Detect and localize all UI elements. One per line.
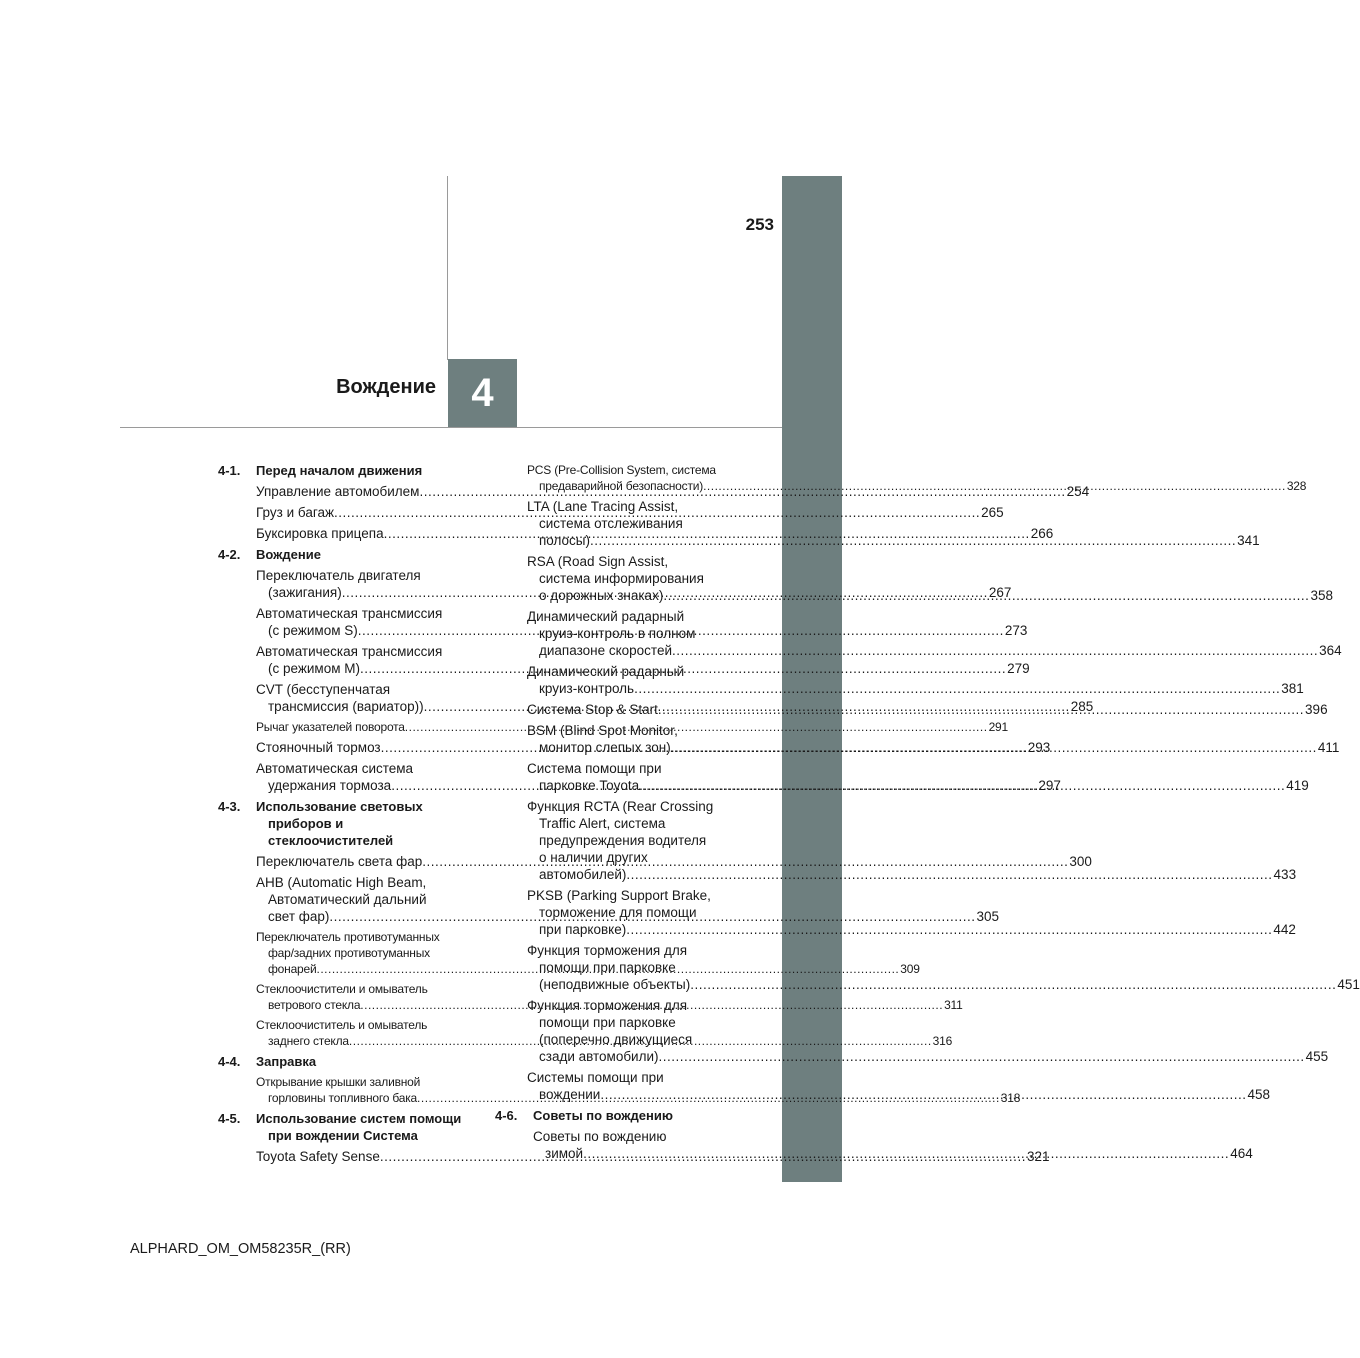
toc-entry-page: 266 <box>1030 526 1054 541</box>
toc-section-heading[interactable] <box>218 1053 468 1070</box>
toc-entry-text: Автоматическая трансмиссия <box>256 606 443 621</box>
toc-entry-text: трансмиссия (вариатор)) <box>268 699 424 714</box>
toc-entry-page: 311 <box>944 998 963 1012</box>
toc-entry-text: Рычаг указателей поворота <box>256 720 405 734</box>
toc-entry-text: Динамический радарный <box>527 664 685 679</box>
toc-entry-text: Traffic Alert, система <box>539 816 666 831</box>
toc-entry-text: диапазоне скоростей <box>539 643 673 658</box>
toc-section-title <box>256 462 468 479</box>
toc-entry-text: (с режимом S) <box>268 623 358 638</box>
toc-entry-text: Груз и багаж <box>256 505 334 520</box>
toc-entry-text: Автоматическая трансмиссия <box>256 644 443 659</box>
toc-section-number: 4-1. <box>218 463 241 478</box>
toc-entry-text: о дорожных знаках) <box>539 588 664 603</box>
toc-entry-text: свет фар) <box>268 909 330 924</box>
toc-entry-text: Системы помощи при <box>527 1070 664 1085</box>
toc-entry-line <box>527 976 1360 993</box>
toc-leader-dots <box>583 1146 1229 1161</box>
toc-section-number: 4-6. <box>495 1108 518 1123</box>
toc-entry-page: 309 <box>900 962 920 976</box>
toc-entry-page: 300 <box>1069 854 1092 869</box>
toc-entry-text: (с режимом M) <box>268 661 360 676</box>
toc-entry-text: Переключатель света фар <box>256 854 423 869</box>
toc-leader-dots <box>639 778 1285 793</box>
toc-section-title-line: при вождении Система <box>268 1128 418 1143</box>
toc-entry-page: 279 <box>1007 661 1030 676</box>
toc-entry-text: торможение для помощи <box>539 905 697 920</box>
toc-entry-text: (зажигания) <box>268 585 342 600</box>
toc-entry-text: Буксировка прицепа <box>256 526 384 541</box>
chapter-sidebar-tab <box>782 176 842 1182</box>
toc-entry-text: предаварийной безопасности) <box>539 479 704 493</box>
toc-entry-line <box>527 642 1342 659</box>
toc-entry-page: 419 <box>1286 778 1309 793</box>
toc-entry-text: удержания тормоза <box>268 778 392 793</box>
toc-leader-dots <box>626 922 1272 937</box>
toc-entry-page: 433 <box>1273 867 1297 882</box>
toc-entry-page: 254 <box>1066 484 1090 499</box>
toc-entry-text: Функция торможения для <box>527 998 688 1013</box>
toc-leader-dots <box>658 702 1304 717</box>
toc-entry-page: 451 <box>1337 977 1360 992</box>
toc-entry-text: Стеклоочистители и омыватель <box>256 982 428 996</box>
toc-entry-page: 265 <box>981 505 1004 520</box>
toc-entry-text: помощи при парковке <box>539 960 676 975</box>
toc-entry-text: Toyota Safety Sense <box>256 1149 380 1164</box>
toc-leader-dots <box>600 1087 1246 1102</box>
toc-section-number: 4-4. <box>218 1054 241 1069</box>
toc-entry-text: парковке Toyota <box>539 778 640 793</box>
toc-entry-text: Система помощи при <box>527 761 662 776</box>
toc-entry-text: (поперечно движущиеся <box>539 1032 693 1047</box>
toc-leader-dots <box>703 479 1286 493</box>
toc-entry-page: 285 <box>1070 699 1094 714</box>
toc-entry-text: система информирования <box>539 571 704 586</box>
toc-entry-page: 316 <box>932 1034 953 1048</box>
toc-leader-dots <box>634 681 1280 696</box>
toc-entry-text: Динамический радарный <box>527 609 685 624</box>
toc-entry-text: Стояночный тормоз <box>256 740 381 755</box>
toc-entry-text: горловины топливного бака <box>268 1091 418 1105</box>
toc-entry-page: 364 <box>1319 643 1342 658</box>
toc-section-heading[interactable] <box>218 546 468 563</box>
toc-entry-page: 411 <box>1317 740 1340 755</box>
toc-entry-text: монитор слепых зон) <box>539 740 671 755</box>
toc-section-heading[interactable] <box>495 1107 739 1124</box>
toc-leader-dots <box>659 1049 1305 1064</box>
toc-entry-page: 341 <box>1237 533 1260 548</box>
toc-entry-page: 381 <box>1281 681 1304 696</box>
toc-entry-text: Автоматический дальний <box>268 892 427 907</box>
toc-entry-text: CVT (бесступенчатая <box>256 682 391 697</box>
toc-entry-text: Открывание крышки заливной <box>256 1075 421 1089</box>
toc-entry-page: 328 <box>1286 479 1307 493</box>
toc-entry-text: Управление автомобилем <box>256 484 420 499</box>
toc-entry-text: Переключатель противотуманных <box>256 930 440 944</box>
toc-entry-text: вождении <box>539 1087 601 1102</box>
toc-entry-text: Автоматическая система <box>256 761 414 776</box>
toc-entry-text: предупреждения водителя <box>539 833 707 848</box>
toc-entry-page: 442 <box>1273 922 1296 937</box>
toc-entry-text: BSM (Blind Spot Monitor, <box>527 723 678 738</box>
document-footer-code: ALPHARD_OM_OM58235R_(RR) <box>130 1241 351 1257</box>
toc-entry-text: PCS (Pre-Collision System, система <box>527 463 716 477</box>
toc-section-title <box>533 1107 739 1124</box>
toc-entry-text: ветрового стекла <box>268 998 361 1012</box>
toc-entry-page: 293 <box>1027 740 1051 755</box>
toc-entry-page: 305 <box>976 909 1000 924</box>
header-vertical-rule <box>447 176 448 360</box>
toc-leader-dots <box>663 588 1309 603</box>
toc-entry-text: полосы) <box>539 533 591 548</box>
toc-entry-text: заднего стекла <box>268 1034 349 1048</box>
toc-entry-page: 321 <box>1026 1149 1050 1164</box>
toc-section-title-line: Использование световых <box>256 799 423 814</box>
toc-entry-text: о наличии других <box>539 850 648 865</box>
toc-entry-text: сзади автомобили) <box>539 1049 659 1064</box>
toc-entry-text: фар/задних противотуманных <box>268 946 430 960</box>
toc-section-title-line: Перед началом движения <box>256 463 423 478</box>
chapter-number-box: 4 <box>448 359 517 427</box>
toc-entry-page: 396 <box>1305 702 1328 717</box>
toc-leader-dots <box>626 867 1272 882</box>
toc-entry-text: при парковке) <box>539 922 627 937</box>
toc-entry-line <box>527 1048 1329 1065</box>
toc-entry-text: Функция RCTA (Rear Crossing <box>527 799 714 814</box>
toc-entry-page: 267 <box>988 585 1012 600</box>
toc-entry-text: Переключатель двигателя <box>256 568 421 583</box>
toc-section-title-line: Советы по вождению <box>533 1108 673 1123</box>
toc-entry-page: 455 <box>1305 1049 1329 1064</box>
toc-entry-text: зимой <box>545 1146 584 1161</box>
toc-entry-page: 273 <box>1004 623 1028 638</box>
toc-section-title-line: Вождение <box>256 547 321 562</box>
toc-section-heading[interactable] <box>218 798 468 849</box>
toc-section-number: 4-5. <box>218 1111 241 1126</box>
toc-entry-page: 297 <box>1038 778 1061 793</box>
toc-entry-line <box>527 866 1297 883</box>
toc-entry-page: 358 <box>1310 588 1333 603</box>
page-number: 253 <box>745 215 774 234</box>
toc-leader-dots <box>590 533 1236 548</box>
toc-section-title <box>256 546 468 563</box>
toc-section-title <box>256 798 468 849</box>
toc-entry-text: Советы по вождению <box>533 1129 667 1144</box>
toc-leader-dots <box>671 740 1317 755</box>
toc-section-heading[interactable] <box>218 1110 468 1144</box>
toc-entry-page: 464 <box>1230 1146 1253 1161</box>
toc-entry-text: LTA (Lane Tracing Assist, <box>527 499 679 514</box>
toc-entry-text: Система Stop & Start <box>527 702 658 717</box>
toc-entry-text: фонарей <box>268 962 317 976</box>
toc-section-title-line: Заправка <box>256 1054 317 1069</box>
toc-section-title-line: Использование систем помощи <box>256 1111 462 1126</box>
toc-entry-page: 291 <box>988 720 1008 734</box>
toc-entry-text: Функция торможения для <box>527 943 688 958</box>
toc-entry-text: круиз-контроль в полном <box>539 626 696 641</box>
toc-entry-text: (неподвижные объекты) <box>539 977 691 992</box>
toc-section-title-line: приборов и стеклоочистителей <box>268 816 394 848</box>
toc-section-number: 4-2. <box>218 547 241 562</box>
toc-leader-dots <box>690 977 1336 992</box>
toc-entry-line <box>527 921 1296 938</box>
toc-entry-text: помощи при парковке <box>539 1015 676 1030</box>
toc-entry-text: AHB (Automatic High Beam, <box>256 875 427 890</box>
toc-entry-page: 458 <box>1247 1087 1270 1102</box>
toc-entry-text: автомобилей) <box>539 867 627 882</box>
toc-section-title <box>256 1053 468 1070</box>
toc-section-title <box>256 1110 468 1144</box>
toc-entry-line <box>527 680 1304 697</box>
chapter-title: Вождение <box>336 376 436 398</box>
toc-entry-text: PKSB (Parking Support Brake, <box>527 888 711 903</box>
toc-section-heading[interactable] <box>218 462 468 479</box>
toc-leader-dots <box>672 643 1318 658</box>
header-horizontal-rule <box>120 427 782 428</box>
toc-entry-text: система отслеживания <box>539 516 683 531</box>
toc-entry-text: Стеклоочиститель и омыватель <box>256 1018 428 1032</box>
toc-entry-page: 318 <box>1000 1091 1021 1105</box>
toc-entry-text: круиз-контроль <box>539 681 635 696</box>
toc-entry-text: RSA (Road Sign Assist, <box>527 554 669 569</box>
toc-section-number: 4-3. <box>218 799 241 814</box>
